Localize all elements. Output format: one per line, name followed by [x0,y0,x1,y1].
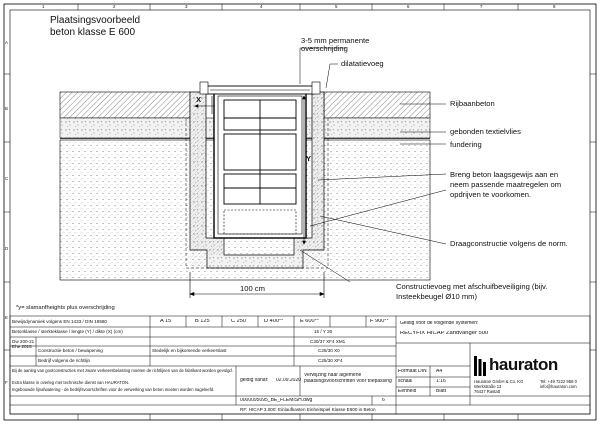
tb-address-3: 76437 Rastatt [474,389,501,394]
grid-row-f: F [5,380,8,385]
callout-pour-2: neem passende maatregelen om [450,180,562,189]
tb-note-2: Extra klasse in overleg met technische dienst van HAURATON. [12,380,130,385]
grid-col-3: 3 [185,4,188,9]
callout-pour-3: opdrijven te voorkomen. [450,190,532,199]
tb-r3-left: Dw 200-21 Ehe 2015 [12,339,35,349]
tb-note-1: Bij de aanleg van gootconstructies met zware verkeersbelasting moeten de richtlijnen van de fabrikant worden gevolgd. [12,368,233,373]
tb-sheet-no: 6 [382,398,385,403]
tb-footer: RF: HICAP 3.000: Einlaufkasten Einheitspiel Klasse E600 in Beton [240,407,376,412]
tb-class-e600: E 600** [300,319,319,324]
callout-joint-2: overschrijding [301,44,348,53]
callout-constr-1: Constructievoeg met afschuifbeveiliging (bijv. [396,282,548,291]
callout-foundation: fundering [450,140,482,149]
tb-note-3: Ingebouwde lijnafwatering - de bedrijfsvoorschriften voor de verwerking van beton moeten worden nageleefd. [12,387,215,392]
tb-phone: Tel: +49 7222 958 0 [540,379,577,384]
grid-row-b: B [5,106,8,111]
tb-validity-date: 02.09.2020 [276,378,302,383]
tb-general-1: Verwijzing naar algemene [304,373,362,378]
dim-y: Y [306,154,312,163]
tb-r2-val: 15 / Y 20 [314,329,333,334]
callout-support: Draagconstructie volgens de norm. [450,239,568,248]
tb-class-f900: F 900** [370,319,389,324]
callout-joint-1: 3-5 mm permanente [301,36,370,45]
tb-class-d400: D 400** [264,319,284,324]
tb-class-a15: A 15 [160,319,172,324]
tb-format-label: Formaat DIN [398,369,427,374]
callout-geotextile: gebonden textielvlies [450,127,521,136]
tb-scale-value: 1:16 [436,379,446,384]
footnote: *y= slamanfheights plus overschrijding [16,305,115,311]
grid-row-c: C [5,176,9,181]
callout-dilatation: dilatatievoeg [341,59,384,68]
grid-row-e: E [5,315,8,320]
tb-r5-left: Bedrijf volgens de richtlijn [38,358,91,363]
tb-r4-left: Constructie-beton / bewapening [38,348,103,353]
tb-scale-label: schaal [398,379,413,384]
callout-constr-2: Insteekbeugel Ø10 mm) [396,292,478,301]
grid-row-a: A [5,40,8,45]
tb-r5-val: C25/30 XF4 [318,358,343,363]
hauraton-logo-icon [474,356,486,376]
tb-format-value: A4 [436,369,443,374]
tb-units-label: Eenheid [398,389,417,394]
company-name: hauraton [489,355,558,374]
grid-col-8: 8 [553,4,556,9]
title-line-1: Plaatsingsvoorbeeld [50,15,141,26]
dim-width: 100 cm [240,284,265,293]
tb-system-value: RECYFIX HICAP Zandvanger 500 [400,331,489,336]
tb-r4-val: C25/30 X0 [318,348,340,353]
grid-col-4: 4 [260,4,263,9]
tb-system-label: Geldig voor de volgende systemen: [400,321,479,326]
grid-col-6: 6 [407,4,410,9]
grid-col-1: 1 [42,4,45,9]
callout-road-concrete: Rijbaanbeton [450,99,495,108]
tb-class-c250: C 250 [231,319,246,324]
tb-r2-left: Betonklasse / sterkteklasse / lengte (Y) / dikte (X) (cm) [12,329,123,334]
tb-r3-val: C30/37 XF4 XM1 [310,339,346,344]
tb-address-1: Hauraton GmbH & Co. KG [474,379,524,384]
tb-norm-label: Bewijsdynamiek volgens EN 1433 / DIN 19580 [12,319,107,324]
tb-validity-label: geldig vanaf: [240,378,269,383]
tb-class-b125: B 125 [195,319,210,324]
dim-x: X [196,95,202,104]
tb-drawing-no: 0000095095_BE_FLEMISH.dwg [240,398,313,403]
grid-col-2: 2 [113,4,116,9]
tb-email: info@hauraton.com [540,384,577,389]
callout-pour-1: Breng beton laagsgewijs aan en [450,170,559,179]
tb-address-2: Werkstraße 13 [474,384,502,389]
tb-general-2: plaatsingsvoorschriften voor toepassing [304,379,392,384]
grid-row-d: D [5,246,9,251]
grid-col-5: 5 [335,4,338,9]
grid-col-7: 7 [480,4,483,9]
tb-r4-mid: Stedelijk en bijkomende verkeerslast [152,348,227,353]
title-line-2: beton klasse E 600 [50,27,136,38]
tb-units-value: Blatt [436,389,447,394]
